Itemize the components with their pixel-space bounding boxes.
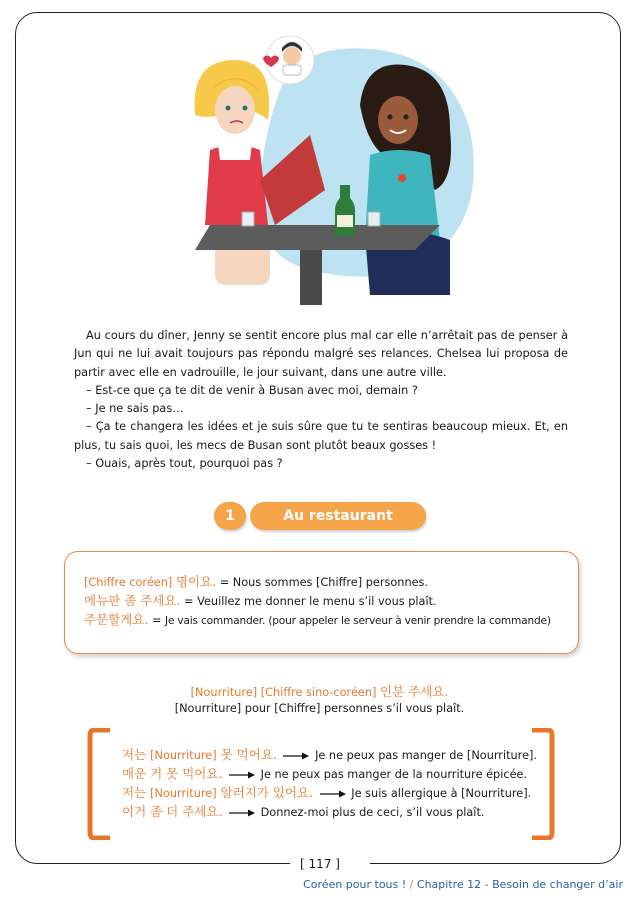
phrase-box [64,551,579,654]
phrase-line [84,591,578,610]
dialogue-line: – Ça te changera les idées et je suis sûre que tu te sentiras beaucoup mieux. Et, en plus, tu sais quoi, les mecs de Busan sont plutôt beaux gosses ! [74,420,568,452]
left-bracket [86,728,114,840]
phrase-korean: 메뉴판 좀 주세요. [84,593,181,608]
phrase-separator: = [151,614,162,627]
example-korean: 알러지가 있어요. [216,785,314,800]
pattern-korean: 인분 주세요. [380,684,449,699]
section-title: Au restaurant [250,502,426,530]
example-french: Donnez-moi plus de ceci, s’il vous plaît. [260,806,485,819]
pattern-translation: [Nourriture] pour [Chiffre] personnes s’il vous plaît. [174,702,465,715]
example-korean: 저는 [122,747,151,762]
example-line [122,783,537,802]
illustration-restaurant-scene [150,20,490,310]
story-text [74,327,568,473]
phrase-french: Nous sommes [Chiffre] personnes. [232,576,429,589]
pattern-line [0,682,639,700]
example-korean: 못 먹어요. [216,747,277,762]
woman-right-chelsea [360,65,451,296]
example-french: Je ne peux pas manger de [Nourriture]. [315,749,538,762]
example-french: Je suis allergique à [Nourriture]. [351,787,532,800]
phrase-separator: = [184,595,194,608]
arrow-right-icon [229,809,255,817]
phrase-label: [Chiffre coréen] [84,576,173,589]
dialogue-line: – Je ne sais pas… [86,402,184,416]
footer-book-title: Coréen pour tous ! [303,878,407,891]
example-line [122,802,537,821]
example-korean: 이거 좀 더 주세요. [122,804,223,819]
example-korean: 매운 거 못 먹어요. [122,766,223,781]
example-line [122,745,537,764]
example-line [122,764,537,783]
footer-separator: / [409,878,414,891]
dialogue-line: – Ouais, après tout, pourquoi pas ? [86,457,283,471]
example-korean: 저는 [122,785,151,800]
arrow-right-icon [283,752,309,760]
phrase-korean: 주문할게요. [84,612,149,627]
running-footer [303,878,623,891]
arrow-right-icon [229,771,255,779]
page-number: [ 117 ] [300,857,340,871]
pattern-label: [Nourriture] [Chiffre sino-coréen] [190,686,377,699]
phrase-french: Je vais commander. (pour appeler le serveur à venir prendre la commande) [165,615,551,627]
example-label: [Nourriture] [150,787,217,800]
example-list [122,745,537,821]
footer-chapter: Chapitre 12 - Besoin de changer d’air [416,878,623,891]
phrase-separator: = [219,576,230,589]
section-number: 1 [214,502,246,530]
example-french: Je ne peux pas manger de la nourriture épicée. [260,768,528,781]
phrase-line [84,610,578,629]
phrase-line [84,572,578,591]
phrase-korean: 명이요. [175,574,217,589]
dialogue-line: – Est-ce que ça te dit de venir à Busan avec moi, demain ? [86,383,418,397]
phrase-french: Veuillez me donner le menu s’il vous plaît. [197,595,437,608]
arrow-right-icon [320,790,346,798]
story-paragraph: Au cours du dîner, Jenny se sentit encore plus mal car elle n’arrêtait pas de penser à Jun qui ne lui avait toujours pas répondu malgré ses relances. Chelsea lui proposa de partir avec elle en vadrouille, le jour suivant, dans une autre ville. [74,329,568,379]
example-label: [Nourriture] [150,749,217,762]
